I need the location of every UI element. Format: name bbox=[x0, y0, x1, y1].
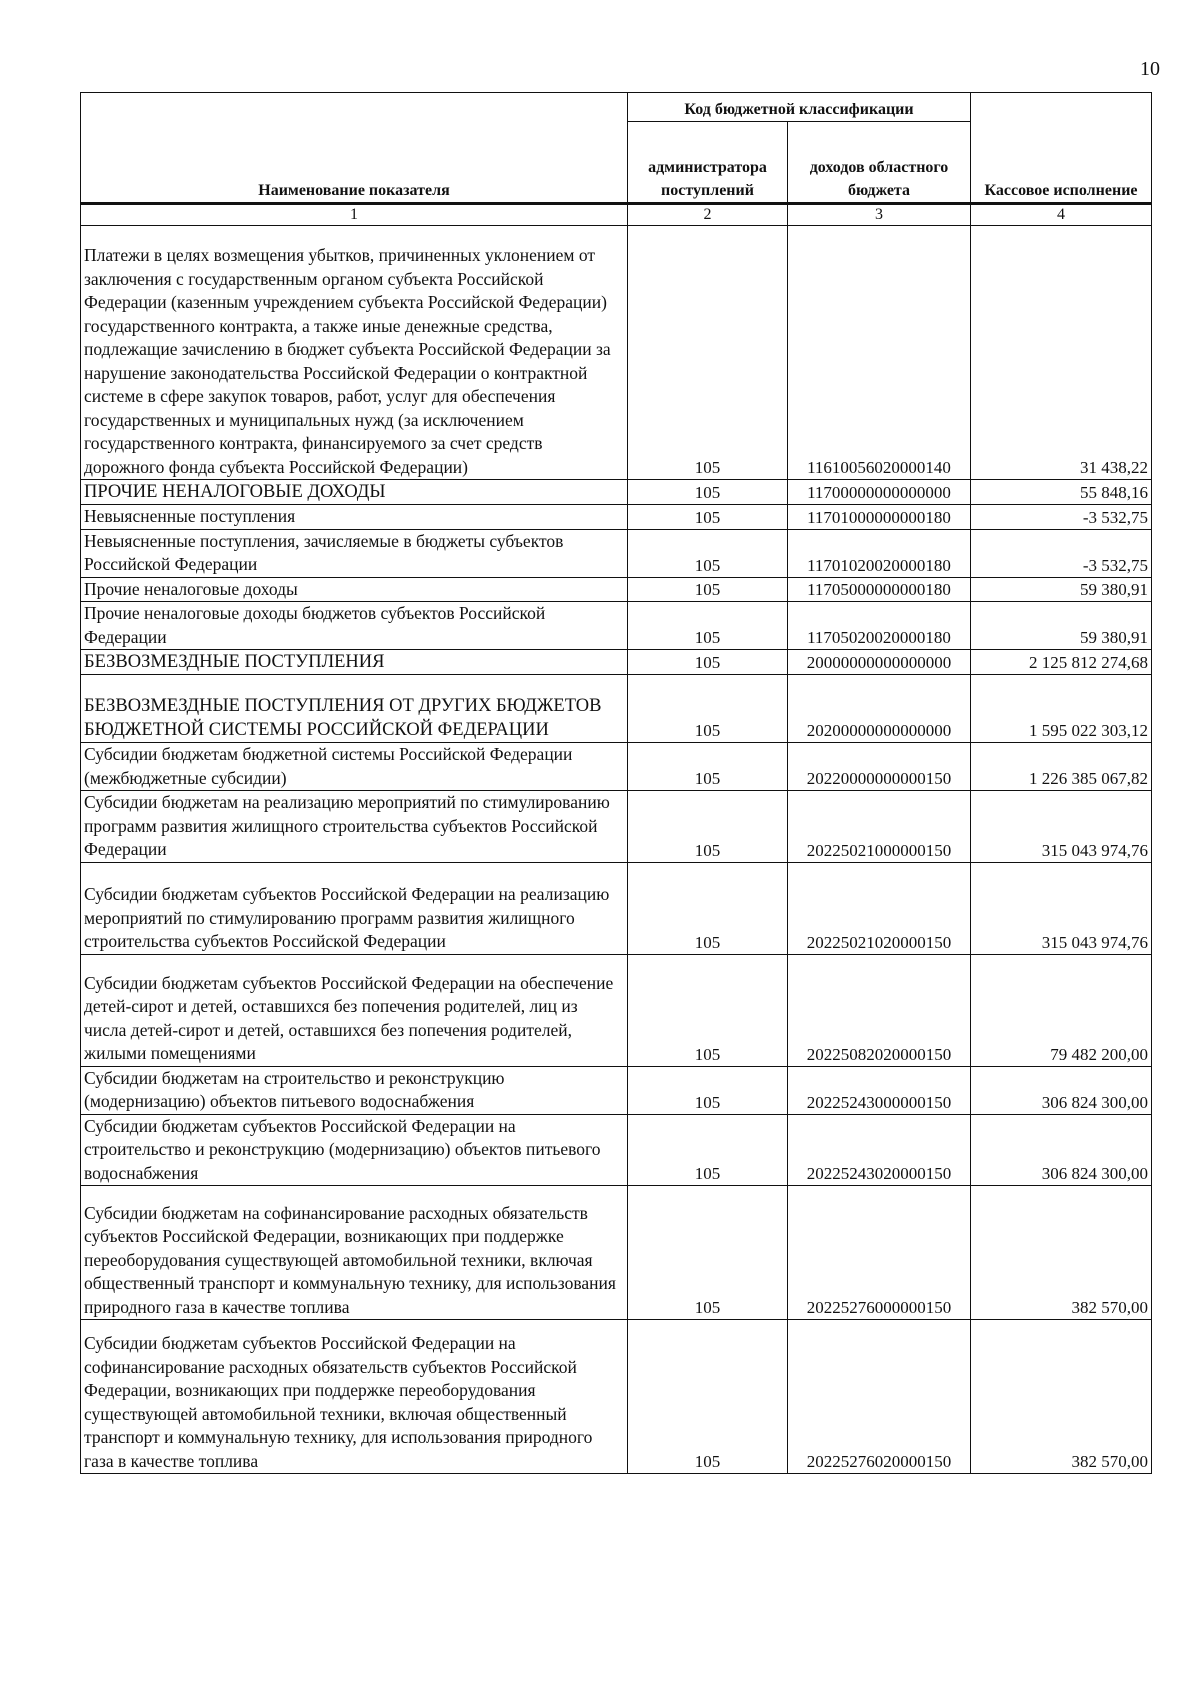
admin-code: 105 bbox=[628, 577, 788, 602]
indicator-name: Прочие неналоговые доходы bbox=[81, 577, 628, 602]
admin-code: 105 bbox=[628, 1320, 788, 1474]
cash-amount: 59 380,91 bbox=[971, 577, 1152, 602]
indicator-name: Субсидии бюджетам субъектов Российской Федерации на софинансирование расходных обязательств субъектов Российской Федерации, возникающих при поддержке переоборудования существующей автомобильной техники, включая общественный транспорт и коммунальную технику, для использования природного газа в качестве топлива bbox=[81, 1320, 628, 1474]
budget-code: 20200000000000000 bbox=[788, 675, 971, 743]
budget-code: 20225021000000150 bbox=[788, 791, 971, 863]
budget-code: 20220000000000150 bbox=[788, 743, 971, 791]
admin-code: 105 bbox=[628, 1066, 788, 1114]
admin-code: 105 bbox=[628, 529, 788, 577]
table-row bbox=[81, 480, 1152, 505]
table-row bbox=[81, 1114, 1152, 1186]
budget-code: 11701020020000180 bbox=[788, 529, 971, 577]
indicator-name: Субсидии бюджетам на реализацию мероприятий по стимулированию программ развития жилищного строительства субъектов Российской Федерации bbox=[81, 791, 628, 863]
indicator-name: Субсидии бюджетам бюджетной системы Российской Федерации (межбюджетные субсидии) bbox=[81, 743, 628, 791]
budget-code: 11610056020000140 bbox=[788, 226, 971, 480]
cash-amount: 382 570,00 bbox=[971, 1320, 1152, 1474]
table-row bbox=[81, 675, 1152, 743]
admin-code: 105 bbox=[628, 505, 788, 530]
table-row bbox=[81, 577, 1152, 602]
admin-code: 105 bbox=[628, 1186, 788, 1320]
budget-code: 20225082020000150 bbox=[788, 954, 971, 1066]
table-row bbox=[81, 529, 1152, 577]
table-row bbox=[81, 505, 1152, 530]
indicator-name: Субсидии бюджетам на строительство и реконструкцию (модернизацию) объектов питьевого водоснабжения bbox=[81, 1066, 628, 1114]
cash-amount: 2 125 812 274,68 bbox=[971, 650, 1152, 675]
table-row bbox=[81, 1066, 1152, 1114]
header-name-column: Наименование показателя bbox=[81, 93, 628, 204]
cash-amount: 1 595 022 303,12 bbox=[971, 675, 1152, 743]
column-number: 4 bbox=[971, 204, 1152, 226]
cash-amount: -3 532,75 bbox=[971, 529, 1152, 577]
indicator-name: Прочие неналоговые доходы бюджетов субъектов Российской Федерации bbox=[81, 602, 628, 650]
indicator-name: Невыясненные поступления, зачисляемые в бюджеты субъектов Российской Федерации bbox=[81, 529, 628, 577]
cash-amount: 1 226 385 067,82 bbox=[971, 743, 1152, 791]
table-row bbox=[81, 226, 1152, 480]
page-number: 10 bbox=[1140, 58, 1160, 80]
admin-code: 105 bbox=[628, 791, 788, 863]
admin-code: 105 bbox=[628, 954, 788, 1066]
budget-table bbox=[80, 92, 1152, 1474]
header-code-group: Код бюджетной классификации bbox=[628, 93, 971, 122]
admin-code: 105 bbox=[628, 650, 788, 675]
budget-code: 11700000000000000 bbox=[788, 480, 971, 505]
budget-code: 20000000000000000 bbox=[788, 650, 971, 675]
header-income-column: доходов областного бюджета bbox=[788, 122, 971, 204]
table-row bbox=[81, 602, 1152, 650]
table-row bbox=[81, 954, 1152, 1066]
budget-code: 20225243000000150 bbox=[788, 1066, 971, 1114]
indicator-name: БЕЗВОЗМЕЗДНЫЕ ПОСТУПЛЕНИЯ bbox=[81, 650, 628, 675]
budget-code: 11705020020000180 bbox=[788, 602, 971, 650]
column-number: 2 bbox=[628, 204, 788, 226]
cash-amount: 382 570,00 bbox=[971, 1186, 1152, 1320]
cash-amount: 59 380,91 bbox=[971, 602, 1152, 650]
table-row bbox=[81, 650, 1152, 675]
indicator-name: Субсидии бюджетам субъектов Российской Федерации на обеспечение детей-сирот и детей, оставшихся без попечения родителей, лиц из числа детей-сирот и детей, оставшихся без попечения родителей, жилыми помещениями bbox=[81, 954, 628, 1066]
indicator-name: ПРОЧИЕ НЕНАЛОГОВЫЕ ДОХОДЫ bbox=[81, 480, 628, 505]
column-number: 3 bbox=[788, 204, 971, 226]
cash-amount: 315 043 974,76 bbox=[971, 791, 1152, 863]
admin-code: 105 bbox=[628, 743, 788, 791]
budget-code: 20225021020000150 bbox=[788, 862, 971, 954]
table-row bbox=[81, 743, 1152, 791]
cash-amount: 79 482 200,00 bbox=[971, 954, 1152, 1066]
budget-code: 11705000000000180 bbox=[788, 577, 971, 602]
table-body bbox=[81, 226, 1152, 1474]
budget-code: 11701000000000180 bbox=[788, 505, 971, 530]
table-row bbox=[81, 791, 1152, 863]
indicator-name: БЕЗВОЗМЕЗДНЫЕ ПОСТУПЛЕНИЯ ОТ ДРУГИХ БЮДЖЕТОВ БЮДЖЕТНОЙ СИСТЕМЫ РОССИЙСКОЙ ФЕДЕРАЦИИ bbox=[81, 675, 628, 743]
header-cash-column: Кассовое исполнение bbox=[971, 93, 1152, 204]
table-header bbox=[81, 93, 1152, 226]
indicator-name: Субсидии бюджетам субъектов Российской Федерации на реализацию мероприятий по стимулированию программ развития жилищного строительства субъектов Российской Федерации bbox=[81, 862, 628, 954]
budget-code: 20225276020000150 bbox=[788, 1320, 971, 1474]
cash-amount: 306 824 300,00 bbox=[971, 1114, 1152, 1186]
cash-amount: 315 043 974,76 bbox=[971, 862, 1152, 954]
admin-code: 105 bbox=[628, 675, 788, 743]
table-row bbox=[81, 1320, 1152, 1474]
indicator-name: Субсидии бюджетам субъектов Российской Федерации на строительство и реконструкцию (модернизацию) объектов питьевого водоснабжения bbox=[81, 1114, 628, 1186]
indicator-name: Невыясненные поступления bbox=[81, 505, 628, 530]
column-number-row bbox=[81, 204, 1152, 226]
indicator-name: Субсидии бюджетам на софинансирование расходных обязательств субъектов Российской Федерации, возникающих при поддержке переоборудования существующей автомобильной техники, включая общественный транспорт и коммунальную технику, для использования природного газа в качестве топлива bbox=[81, 1186, 628, 1320]
cash-amount: -3 532,75 bbox=[971, 505, 1152, 530]
admin-code: 105 bbox=[628, 862, 788, 954]
table-row bbox=[81, 1186, 1152, 1320]
indicator-name: Платежи в целях возмещения убытков, причиненных уклонением от заключения с государственным органом субъекта Российской Федерации (казенным учреждением субъекта Российской Федерации) государственного контракта, а также иные денежные средства, подлежащие зачислению в бюджет субъекта Российской Федерации за нарушение законодательства Российской Федерации о контрактной системе в сфере закупок товаров, работ, услуг для обеспечения государственных и муниципальных нужд (за исключением государственного контракта, финансируемого за счет средств дорожного фонда субъекта Российской Федерации) bbox=[81, 226, 628, 480]
budget-code: 20225276000000150 bbox=[788, 1186, 971, 1320]
column-number: 1 bbox=[81, 204, 628, 226]
header-admin-column: администратора поступлений bbox=[628, 122, 788, 204]
admin-code: 105 bbox=[628, 226, 788, 480]
cash-amount: 306 824 300,00 bbox=[971, 1066, 1152, 1114]
admin-code: 105 bbox=[628, 1114, 788, 1186]
admin-code: 105 bbox=[628, 602, 788, 650]
table-row bbox=[81, 862, 1152, 954]
admin-code: 105 bbox=[628, 480, 788, 505]
cash-amount: 55 848,16 bbox=[971, 480, 1152, 505]
cash-amount: 31 438,22 bbox=[971, 226, 1152, 480]
budget-code: 20225243020000150 bbox=[788, 1114, 971, 1186]
